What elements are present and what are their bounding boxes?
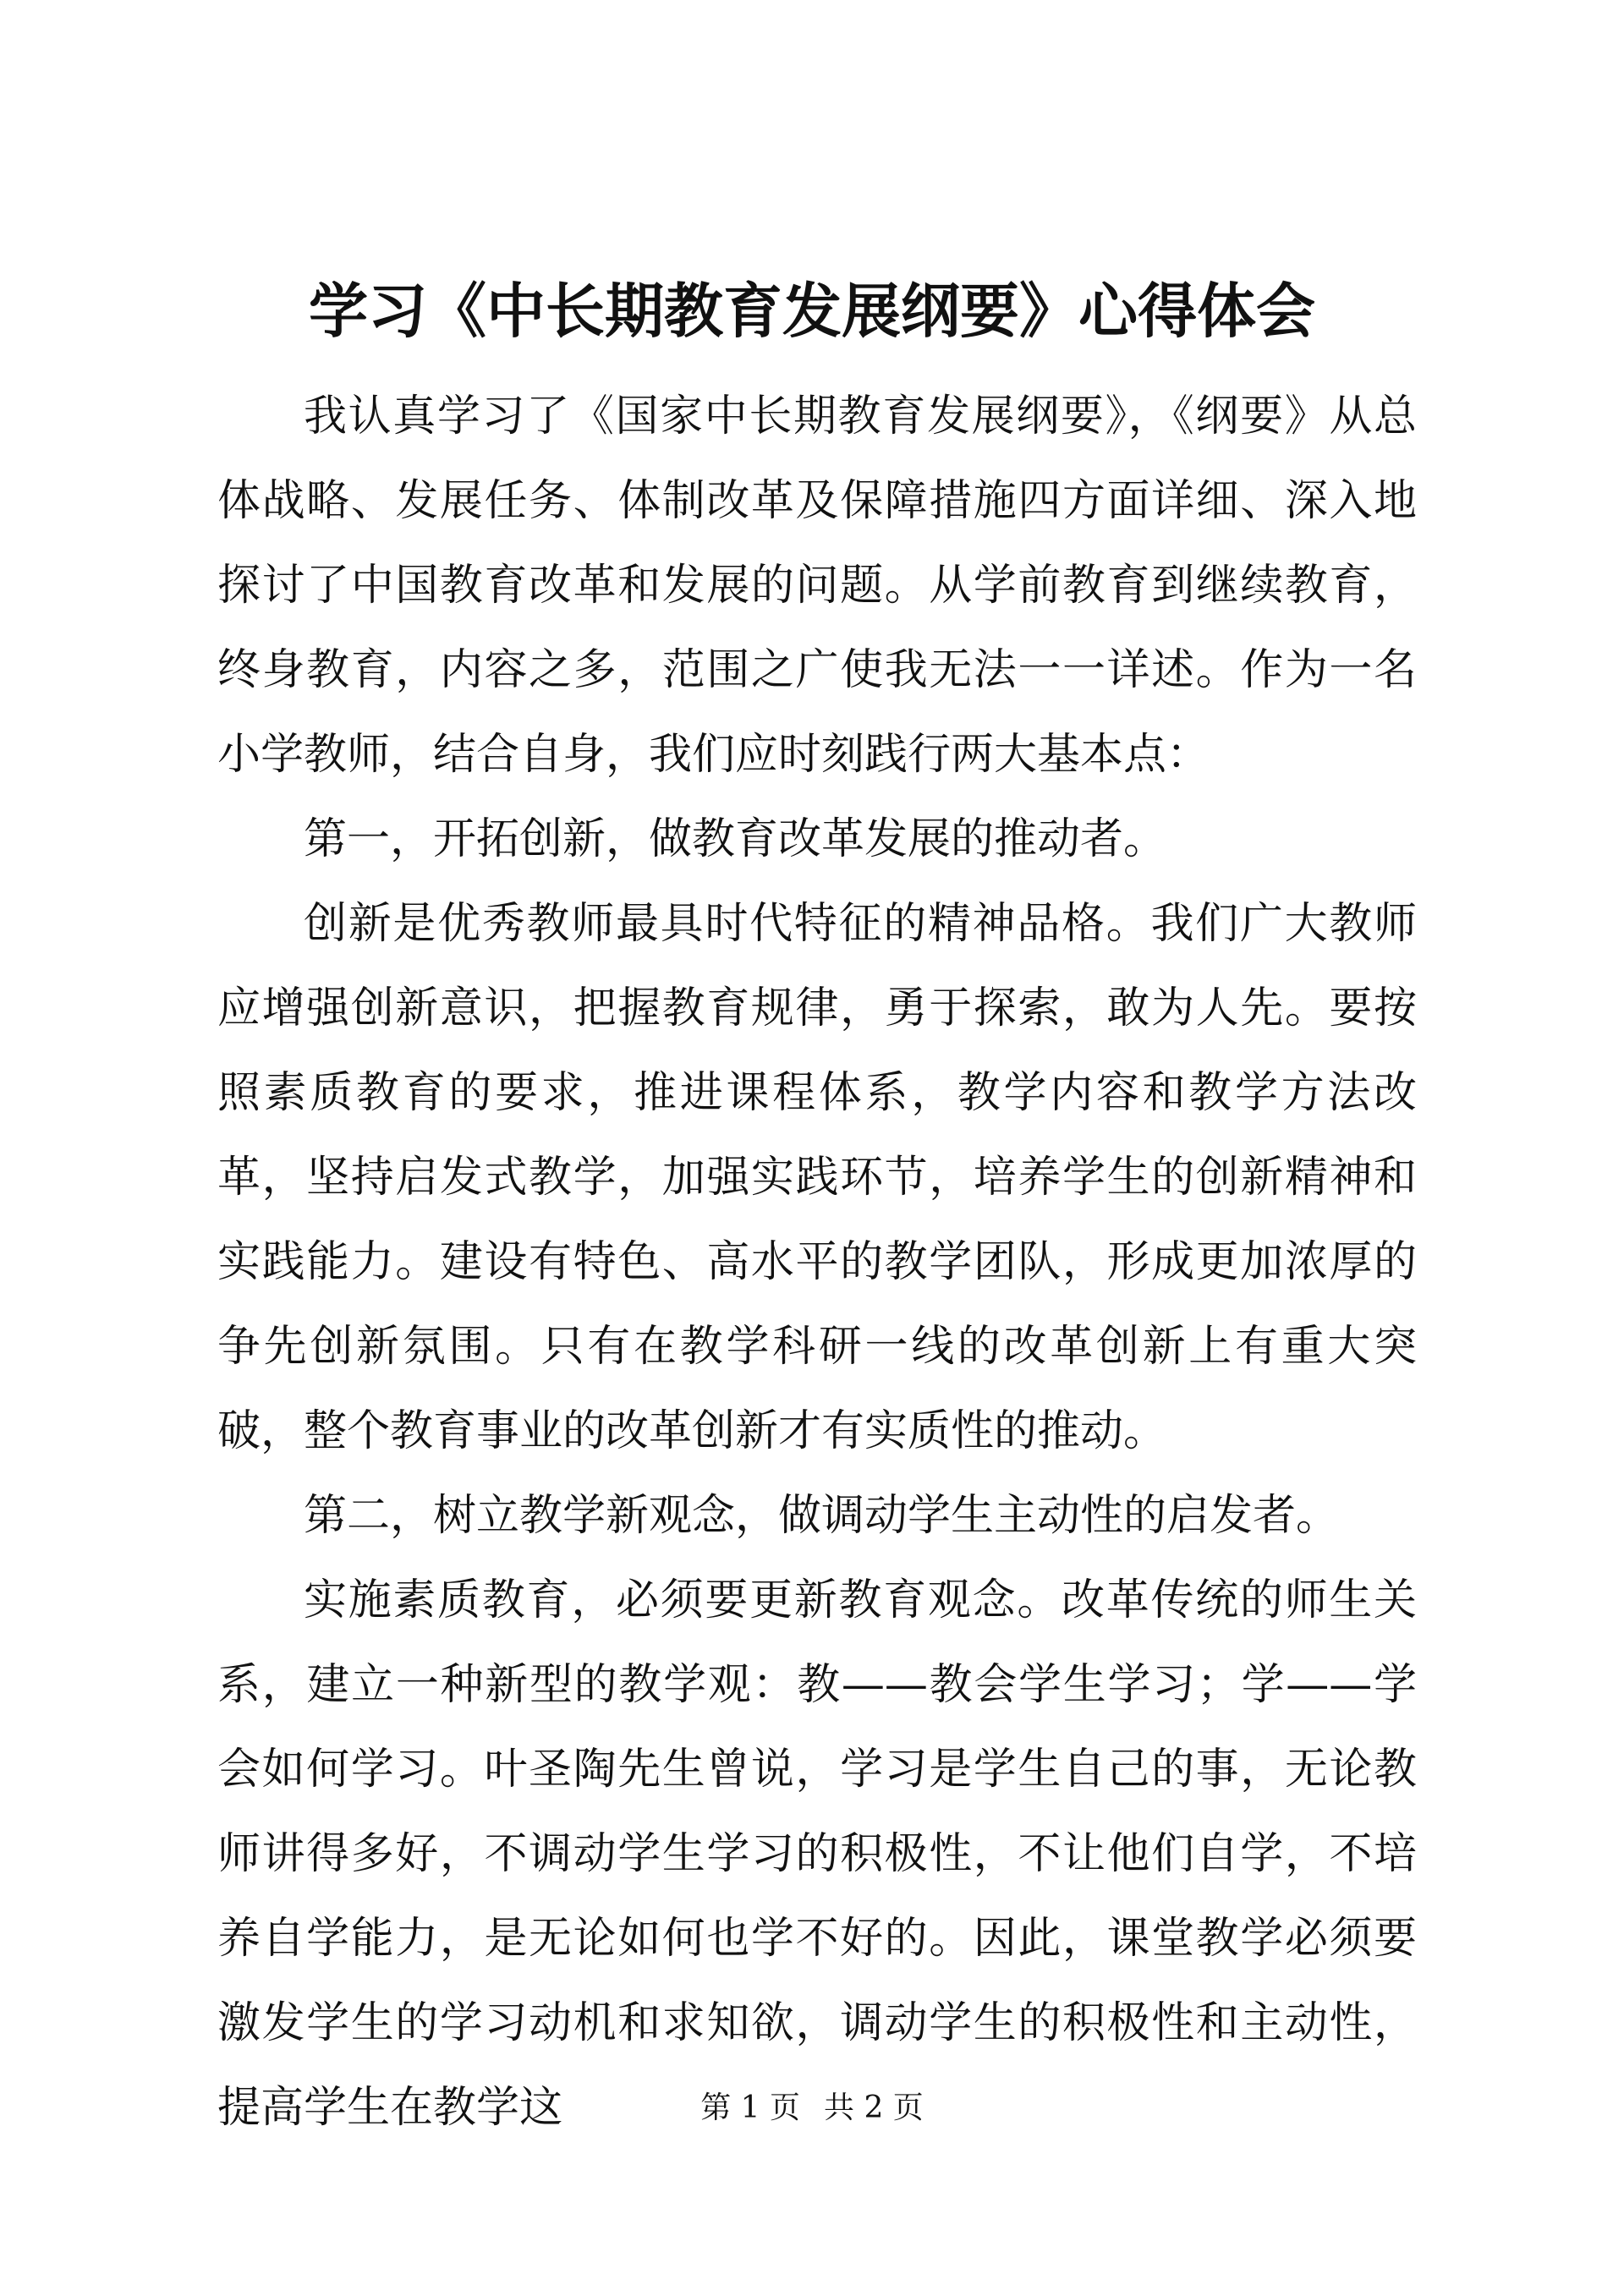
document-body (217, 375, 1417, 2151)
paragraph-point-one-body: 创新是优秀教师最具时代特征的精神品格。我们广大教师应增强创新意识，把握教育规律，勇于探索，敢为人先。要按照素质教育的要求，推进课程体系，教学内容和教学方法改革，坚持启发式教学，加强实践环节，培养学生的创新精神和实践能力。建设有特色、高水平的教学团队，形成更加浓厚的争先创新氛围。只有在教学科研一线的改革创新上有重大突破，整个教育事业的改革创新才有实质性的推动。 (217, 899, 1417, 1456)
paragraph-point-two-heading: 第二，树立教学新观念，做调动学生主动性的启发者。 (304, 1491, 1340, 1541)
paragraph-point-one-heading: 第一，开拓创新，做教育改革发展的推动者。 (304, 814, 1167, 864)
page-total: 共 2 页 (824, 2091, 924, 2125)
document-title: 学习《中长期教育发展纲要》心得体会 (309, 276, 1315, 346)
page-footer (0, 2087, 1624, 2129)
page-number: 第 1 页 (700, 2091, 800, 2125)
paragraph-intro: 我认真学习了《国家中长期教育发展纲要》，《纲要》从总体战略、发展任务、体制改革及保障措施四方面详细、深入地探讨了中国教育改革和发展的问题。从学前教育到继续教育，终身教育，内容之多，范围之广使我无法一一详述。作为一名小学教师，结合自身，我们应时刻践行两大基本点： (217, 392, 1417, 780)
paragraph-point-two-body: 实施素质教育，必须要更新教育观念。改革传统的师生关系，建立一种新型的教学观：教——教会学生学习；学——学会如何学习。叶圣陶先生曾说，学习是学生自己的事，无论教师讲得多好，不调动学生学习的积极性，不让他们自学，不培养自学能力，是无论如何也学不好的。因此，课堂教学必须要激发学生的学习动机和求知欲，调动学生的积极性和主动性，提高学生在教学这 (217, 1575, 1417, 2133)
